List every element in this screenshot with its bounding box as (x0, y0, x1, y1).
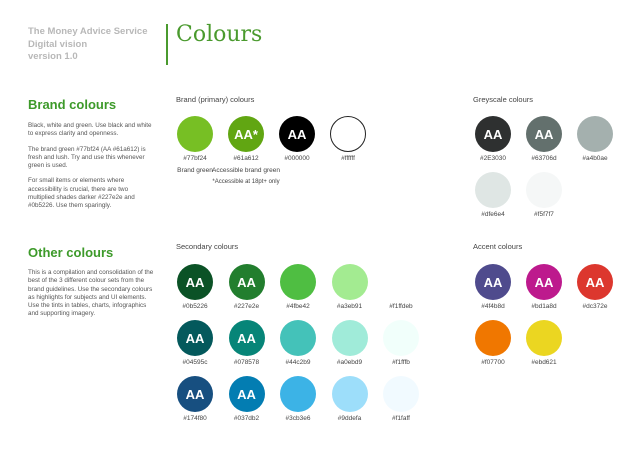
swatch-hex: #f1fffb (392, 359, 410, 366)
swatch-circle (383, 376, 419, 412)
swatch-hex: #61a612 (233, 155, 259, 162)
swatch-circle: AA (526, 264, 562, 300)
swatch-circle (526, 172, 562, 208)
swatch-hex: #f5f7f7 (534, 211, 554, 218)
title-divider (166, 24, 168, 65)
other-colours-text (28, 269, 156, 326)
swatch-circle (332, 376, 368, 412)
swatch-circle: AA (577, 264, 613, 300)
brand-colours-text (28, 122, 156, 218)
header-line-2: Digital vision (28, 38, 88, 50)
swatch-hex: #4fbe42 (286, 303, 310, 310)
swatch-hex: #9ddefa (337, 415, 362, 422)
brand-paragraph-1: Black, white and green. Use black and white to express clarity and openness. (28, 122, 152, 138)
swatch-hex: #ffffff (341, 155, 355, 162)
swatch-label: Accessible brand green (212, 167, 280, 174)
brand-paragraph-3: For small items or elements where accessibility is crucial, there are two multiplied shades darker #227e2e and #0b5226. Use them sparingly. (28, 177, 135, 210)
swatch-hex: #078578 (233, 359, 260, 366)
swatch-hex: #ebd621 (531, 359, 557, 366)
swatch-note: *Accessible at 18pt+ only (212, 179, 280, 185)
colour-swatch (509, 172, 579, 218)
swatch-hex: #227e2e (233, 303, 260, 310)
header-line-3: version 1.0 (28, 51, 78, 62)
swatch-circle: AA (229, 320, 265, 356)
swatch-circle (383, 264, 419, 300)
swatch-hex: #a3eb91 (336, 303, 363, 310)
swatch-circle: AA (229, 376, 265, 412)
swatch-hex: #3cb3e6 (285, 415, 311, 422)
colour-swatch (366, 376, 436, 422)
brand-primary-heading: Brand (primary) colours (176, 95, 255, 104)
swatch-hex: #f1ffdeb (389, 303, 413, 310)
swatch-circle: AA (526, 116, 562, 152)
swatch-circle: AA (177, 264, 213, 300)
swatch-circle: AA (475, 116, 511, 152)
swatch-circle (280, 320, 316, 356)
secondary-heading: Secondary colours (176, 242, 239, 251)
colour-swatch (509, 320, 579, 366)
swatch-hex: #f1faff (392, 415, 410, 422)
swatch-hex: #dfe6e4 (481, 211, 505, 218)
swatch-hex: #2E3030 (479, 155, 507, 162)
swatch-circle: AA (177, 376, 213, 412)
swatch-hex: #a4b0ae (582, 155, 608, 162)
accent-heading: Accent colours (473, 242, 523, 251)
swatch-hex: #000000 (284, 155, 310, 162)
swatch-hex: #63706d (531, 155, 557, 162)
swatch-circle (332, 264, 368, 300)
swatch-hex: #037db2 (233, 415, 260, 422)
swatch-circle: AA* (228, 116, 264, 152)
swatch-circle: AA (279, 116, 315, 152)
colour-swatch (366, 264, 436, 310)
swatch-circle: AA (177, 320, 213, 356)
swatch-circle (577, 116, 613, 152)
swatch-hex: #0b5226 (182, 303, 208, 310)
swatch-circle: AA (229, 264, 265, 300)
swatch-hex: #dc372e (582, 303, 608, 310)
swatch-circle: AA (475, 264, 511, 300)
other-paragraph-1: This is a compilation and consolidation of the best of the 3 different colour sets from the brand guidelines. Use the secondary colours as highlights for subjects and UI elements. Use the tints in tables, charts, infographics and supporting imagery. (28, 269, 154, 318)
colour-swatch (560, 116, 630, 162)
greyscale-heading: Greyscale colours (473, 95, 534, 104)
swatch-hex: #77bf24 (183, 155, 207, 162)
swatch-circle (475, 172, 511, 208)
swatch-hex: #44c2b9 (285, 359, 311, 366)
brand-colours-heading: Brand colours (28, 97, 117, 112)
swatch-circle (177, 116, 213, 152)
header-line-1: The Money Advice Service (28, 26, 148, 37)
colour-swatch (560, 264, 630, 310)
other-colours-heading: Other colours (28, 245, 114, 260)
site-header (28, 26, 163, 64)
swatch-circle (475, 320, 511, 356)
colour-swatch (313, 116, 383, 162)
swatch-circle (280, 264, 316, 300)
swatch-circle (332, 320, 368, 356)
swatch-hex: #f07700 (481, 359, 505, 366)
colour-swatch (366, 320, 436, 366)
page-title: Colours (176, 22, 263, 47)
swatch-hex: #174f80 (183, 415, 207, 422)
swatch-circle (383, 320, 419, 356)
swatch-label: Brand green (177, 167, 213, 174)
swatch-circle (526, 320, 562, 356)
swatch-hex: #4f4b8d (481, 303, 505, 310)
swatch-hex: #a0ebd9 (336, 359, 363, 366)
swatch-circle (330, 116, 366, 152)
swatch-hex: #bd1a8d (531, 303, 557, 310)
swatch-circle (280, 376, 316, 412)
brand-paragraph-2: The brand green #77bf24 (AA #61a612) is fresh and lush. Try and use this whenever green is used. (28, 145, 146, 170)
swatch-hex: #04595c (182, 359, 208, 366)
